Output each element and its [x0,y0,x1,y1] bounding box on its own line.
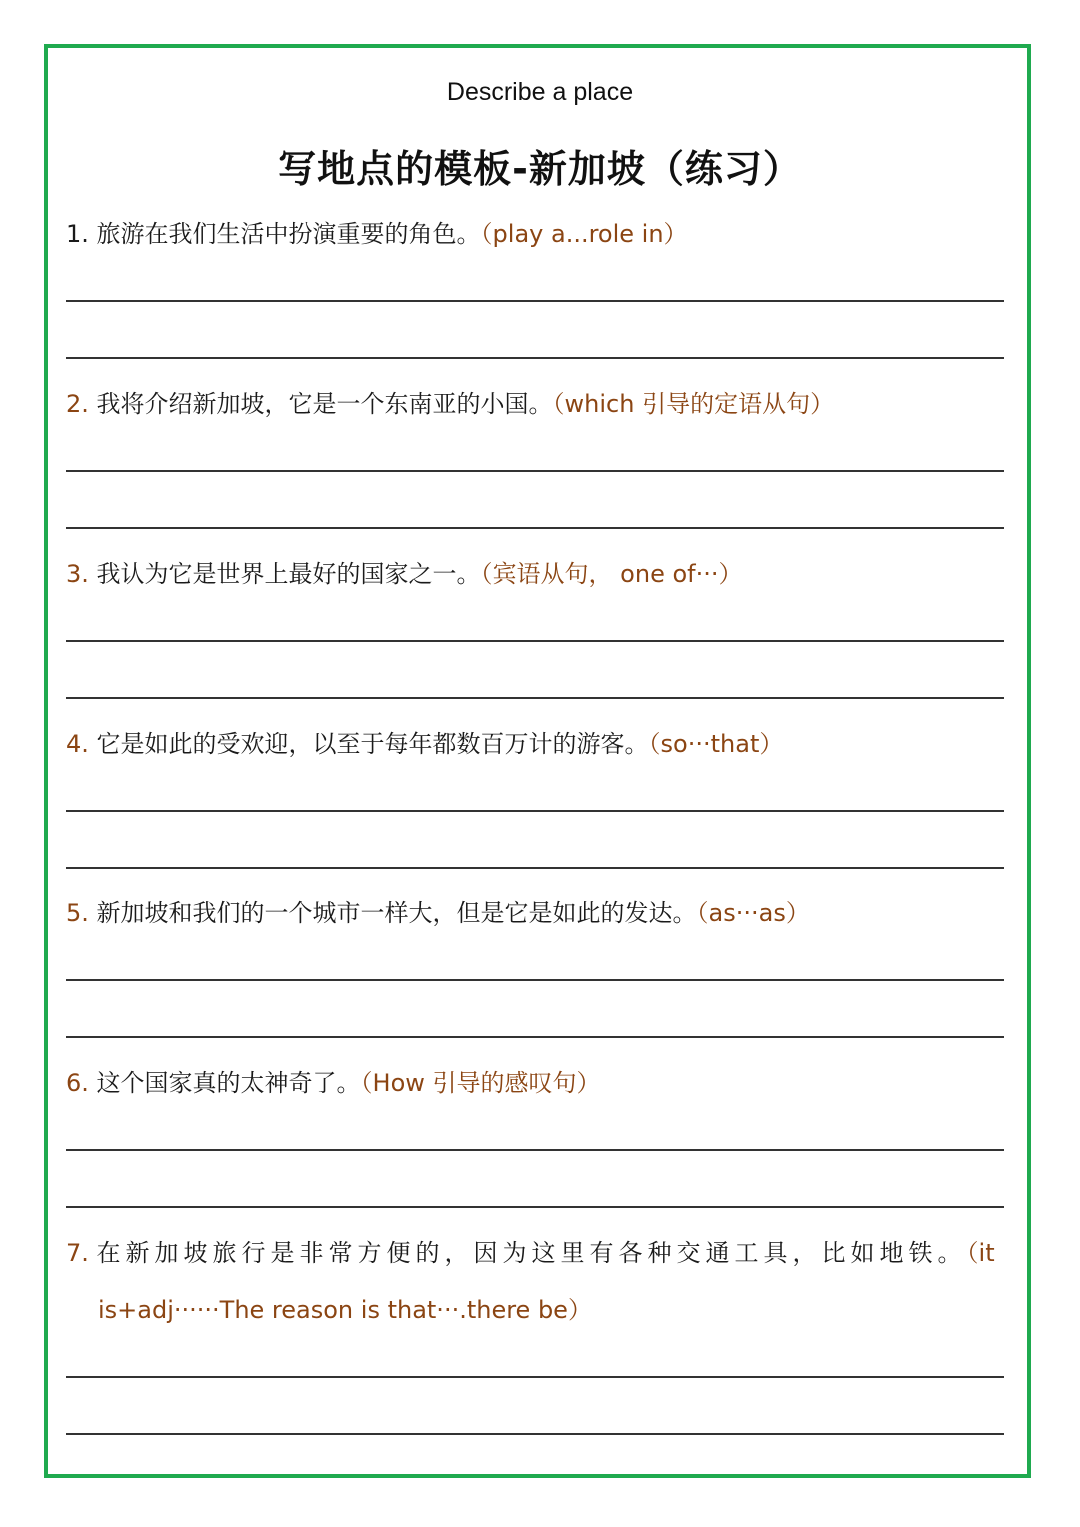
item-prompt: 旅游在我们生活中扮演重要的角色。 [96,220,481,248]
exercise-item-1 [66,218,1016,250]
page-subtitle: Describe a place [446,78,634,106]
exercise-item-3 [66,558,1016,590]
item-number: 4. [66,730,89,758]
answer-line[interactable] [66,697,1004,699]
item-number: 7. [66,1239,89,1267]
item-hint: （as···as） [696,899,810,927]
answer-line[interactable] [66,979,1004,981]
item-number: 3. [66,560,89,588]
answer-line[interactable] [66,867,1004,869]
exercise-item-5 [66,897,1016,929]
exercise-item-2 [66,388,1016,420]
item-prompt: 在新加坡旅行是非常方便的，因为这里有各种交通工具，比如地铁。 [96,1239,967,1267]
answer-line[interactable] [66,1376,1004,1378]
item-hint: （so···that） [648,730,784,758]
exercise-item-4 [66,728,1016,760]
exercise-item-6 [66,1067,1016,1099]
page-title: 写地点的模板-新加坡（练习） [278,147,802,191]
item-prompt: 它是如此的受欢迎，以至于每年都数百万计的游客。 [96,730,649,758]
answer-line[interactable] [66,527,1004,529]
item-number: 6. [66,1069,89,1097]
answer-line[interactable] [66,1206,1004,1208]
exercise-item-7 [66,1237,1016,1326]
answer-line[interactable] [66,810,1004,812]
answer-line[interactable] [66,300,1004,302]
answer-line[interactable] [66,640,1004,642]
item-prompt: 我将介绍新加坡，它是一个东南亚的小国。 [96,390,553,418]
item-prompt: 这个国家真的太神奇了。 [96,1069,361,1097]
answer-line[interactable] [66,1036,1004,1038]
item-hint-continued: is+adj······The reason is that···.there be） [98,1296,592,1324]
answer-line[interactable] [66,1149,1004,1151]
item-hint: （宾语从句， one of···） [480,560,743,588]
item-hint: （which 引导的定语从句） [552,390,835,418]
item-number: 2. [66,390,89,418]
item-prompt: 我认为它是世界上最好的国家之一。 [96,560,481,588]
answer-line[interactable] [66,1433,1004,1435]
answer-line[interactable] [66,357,1004,359]
item-number: 1. [66,220,89,248]
answer-line[interactable] [66,470,1004,472]
item-prompt: 新加坡和我们的一个城市一样大，但是它是如此的发达。 [96,899,697,927]
item-number: 5. [66,899,89,927]
item-hint: （How 引导的感叹句） [360,1069,601,1097]
item-hint: （play a...role in） [480,220,688,248]
item-hint: （it [966,1239,995,1267]
